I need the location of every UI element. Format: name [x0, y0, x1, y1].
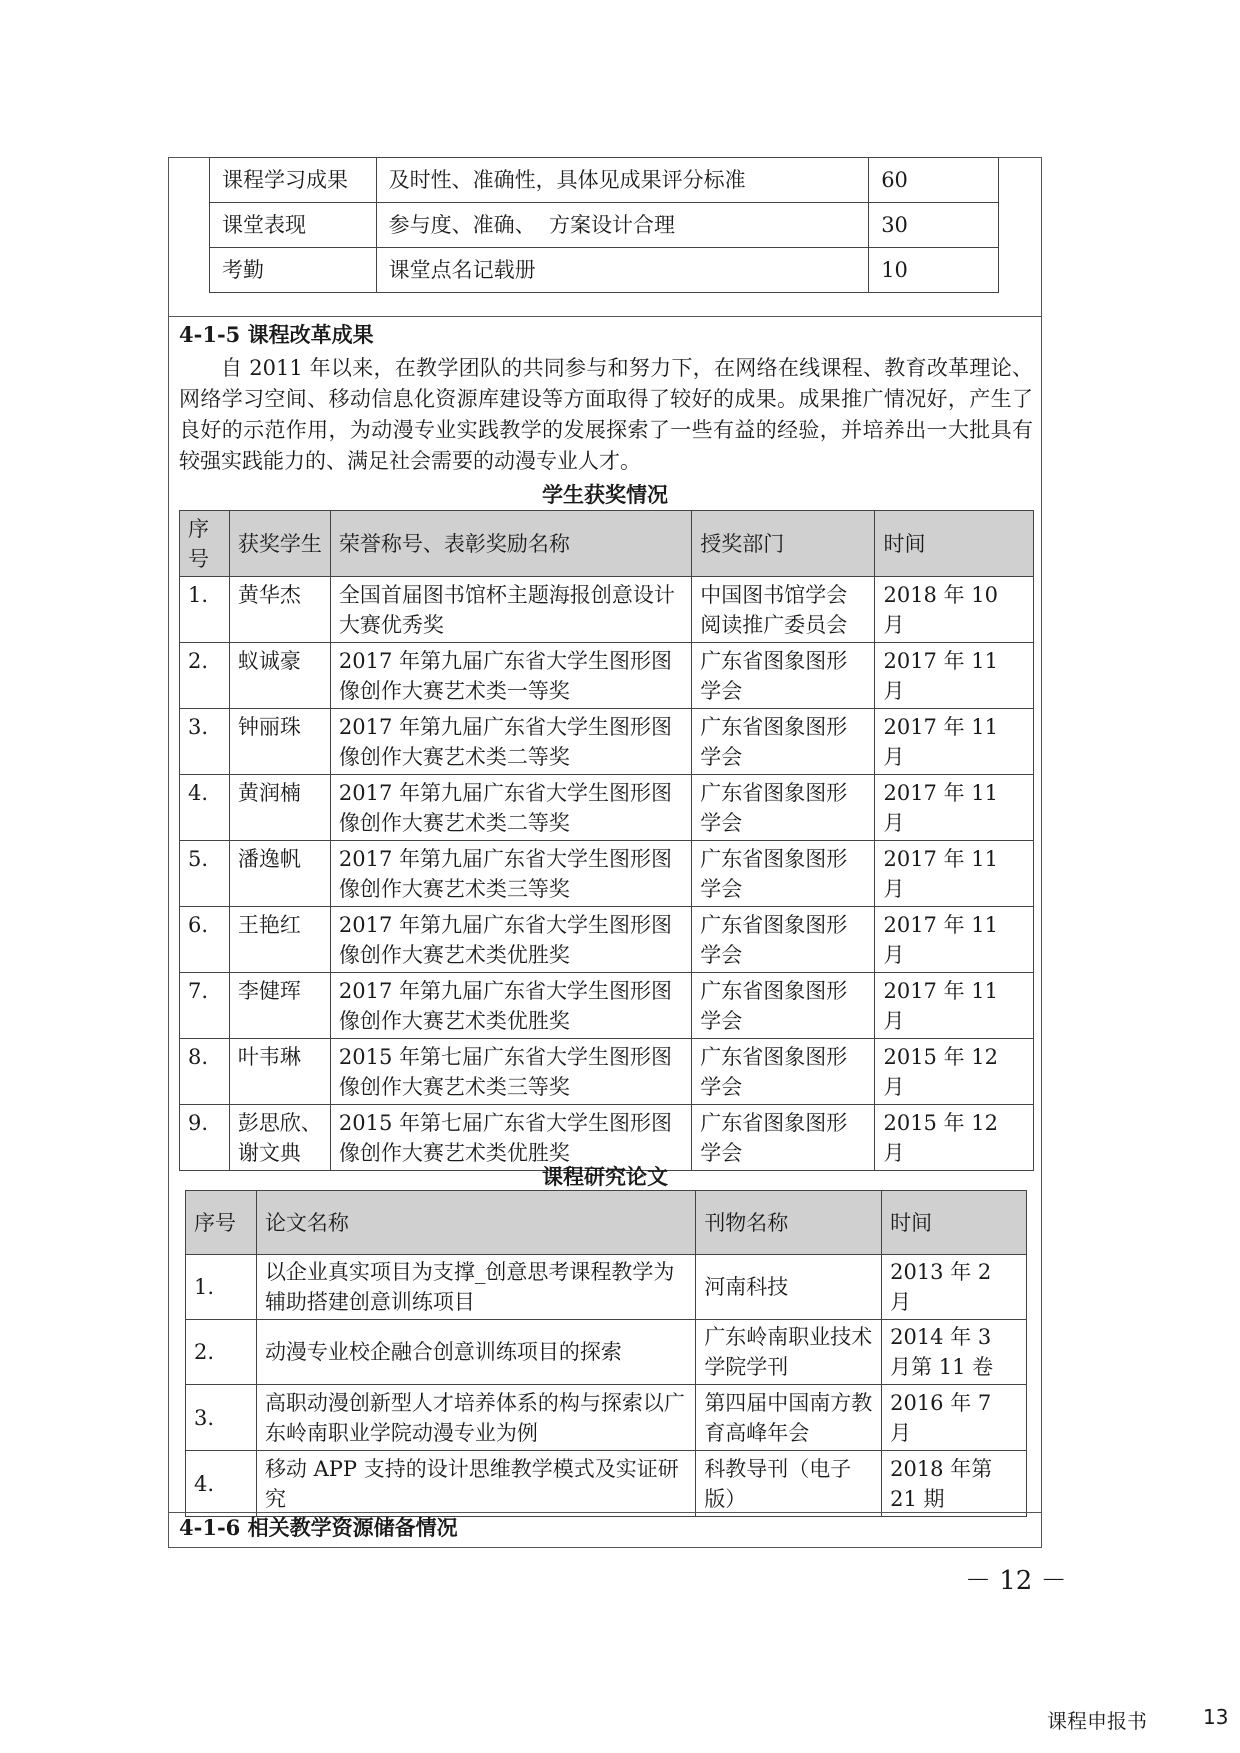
cell-date: 2018 年第 21 期 — [882, 1451, 1027, 1517]
cell-student: 叶韦琳 — [229, 1039, 330, 1105]
cell-journal: 河南科技 — [696, 1255, 882, 1320]
grading-criteria: 及时性、准确性，具体见成果评分标准 — [376, 158, 869, 203]
awards-header-row — [180, 511, 1034, 577]
cell-date: 2013 年 2 月 — [882, 1255, 1027, 1320]
cell-index: 4. — [180, 775, 230, 841]
cell-student: 潘逸帆 — [229, 841, 330, 907]
header-index: 序号 — [180, 511, 230, 577]
header-student: 获奖学生 — [229, 511, 330, 577]
cell-award: 2015 年第七届广东省大学生图形图像创作大赛艺术类三等奖 — [330, 1039, 691, 1105]
header-issuer: 授奖部门 — [692, 511, 875, 577]
cell-award: 2017 年第九届广东省大学生图形图像创作大赛艺术类二等奖 — [330, 775, 691, 841]
cell-index: 1. — [180, 577, 230, 643]
cell-issuer: 广东省图象图形学会 — [692, 1039, 875, 1105]
cell-award: 全国首届图书馆杯主题海报创意设计大赛优秀奖 — [330, 577, 691, 643]
cell-student: 黄润楠 — [229, 775, 330, 841]
cell-issuer: 广东省图象图形学会 — [692, 973, 875, 1039]
cell-issuer: 广东省图象图形学会 — [692, 775, 875, 841]
cell-date: 2017 年 11 月 — [875, 775, 1034, 841]
cell-paper-title: 动漫专业校企融合创意训练项目的探索 — [256, 1320, 695, 1385]
cell-index: 6. — [180, 907, 230, 973]
cell-index: 3. — [180, 709, 230, 775]
cell-index: 9. — [180, 1105, 230, 1171]
section-415-paragraph: 自 2011 年以来，在教学团队的共同参与和努力下，在网络在线课程、教育改革理论、网络学习空间、移动信息化资源库建设等方面取得了较好的成果。成果推广情况好，产生了良好的示范作用，为动漫专业实践教学的发展探索了一些有益的经验，并培养出一大批具有较强实践能力的、满足社会需要的动漫专业人才。 — [179, 356, 1033, 473]
cell-date: 2017 年 11 月 — [875, 973, 1034, 1039]
cell-date: 2017 年 11 月 — [875, 907, 1034, 973]
cell-date: 2017 年 11 月 — [875, 709, 1034, 775]
grading-score: 10 — [869, 248, 999, 293]
table-row — [186, 1385, 1027, 1451]
cell-journal: 广东岭南职业技术学院学刊 — [696, 1320, 882, 1385]
awards-table — [179, 510, 1034, 1171]
cell-date: 2016 年 7 月 — [882, 1385, 1027, 1451]
header-index: 序号 — [186, 1191, 257, 1255]
cell-journal: 第四届中国南方教育高峰年会 — [696, 1385, 882, 1451]
table-row — [180, 775, 1034, 841]
grading-item: 课程学习成果 — [210, 158, 377, 203]
cell-index: 2. — [186, 1320, 257, 1385]
table-row — [210, 203, 999, 248]
page-number: － 12 － — [965, 1566, 1067, 1596]
table-row — [186, 1320, 1027, 1385]
cell-student: 王艳红 — [229, 907, 330, 973]
footer-page: 13 — [1203, 1705, 1229, 1729]
cell-date: 2015 年 12 月 — [875, 1105, 1034, 1171]
section-415-heading: 4-1-5 课程改革成果 — [179, 322, 374, 347]
cell-paper-title: 以企业真实项目为支撑_创意思考课程教学为辅助搭建创意训练项目 — [256, 1255, 695, 1320]
grading-score: 30 — [869, 203, 999, 248]
table-row — [180, 643, 1034, 709]
cell-index: 1. — [186, 1255, 257, 1320]
table-row — [210, 158, 999, 203]
cell-paper-title: 移动 APP 支持的设计思维教学模式及实证研究 — [256, 1451, 695, 1517]
cell-award: 2017 年第九届广东省大学生图形图像创作大赛艺术类二等奖 — [330, 709, 691, 775]
cell-issuer: 广东省图象图形学会 — [692, 907, 875, 973]
cell-index: 5. — [180, 841, 230, 907]
cell-student: 黄华杰 — [229, 577, 330, 643]
cell-issuer: 广东省图象图形学会 — [692, 709, 875, 775]
table-row — [180, 841, 1034, 907]
header-date: 时间 — [875, 511, 1034, 577]
cell-date: 2017 年 11 月 — [875, 841, 1034, 907]
section-divider — [169, 1512, 1041, 1513]
cell-issuer: 广东省图象图形学会 — [692, 643, 875, 709]
table-row — [180, 1039, 1034, 1105]
cell-index: 2. — [180, 643, 230, 709]
cell-journal: 科教导刊（电子版） — [696, 1451, 882, 1517]
cell-index: 4. — [186, 1451, 257, 1517]
papers-table — [185, 1190, 1027, 1517]
section-416-heading: 4-1-6 相关教学资源储备情况 — [179, 1515, 458, 1540]
cell-date: 2014 年 3 月第 11 卷 — [882, 1320, 1027, 1385]
cell-student: 李健珲 — [229, 973, 330, 1039]
footer-doc-title: 课程申报书 — [1047, 1709, 1147, 1733]
cell-issuer: 中国图书馆学会阅读推广委员会 — [692, 577, 875, 643]
grading-criteria: 参与度、准确、 方案设计合理 — [376, 203, 869, 248]
section-divider — [169, 316, 1041, 317]
cell-student: 钟丽珠 — [229, 709, 330, 775]
awards-table-title: 学生获奖情况 — [542, 482, 668, 507]
cell-date: 2015 年 12 月 — [875, 1039, 1034, 1105]
table-row — [180, 709, 1034, 775]
header-journal: 刊物名称 — [696, 1191, 882, 1255]
cell-index: 8. — [180, 1039, 230, 1105]
header-date: 时间 — [882, 1191, 1027, 1255]
cell-issuer: 广东省图象图形学会 — [692, 1105, 875, 1171]
table-row — [186, 1451, 1027, 1517]
cell-index: 3. — [186, 1385, 257, 1451]
grading-table — [209, 157, 999, 293]
cell-index: 7. — [180, 973, 230, 1039]
header-award: 荣誉称号、表彰奖励名称 — [330, 511, 691, 577]
header-paper-title: 论文名称 — [256, 1191, 695, 1255]
table-row — [180, 577, 1034, 643]
cell-award: 2017 年第九届广东省大学生图形图像创作大赛艺术类一等奖 — [330, 643, 691, 709]
grading-criteria: 课堂点名记载册 — [376, 248, 869, 293]
papers-header-row — [186, 1191, 1027, 1255]
cell-date: 2018 年 10 月 — [875, 577, 1034, 643]
papers-table-title: 课程研究论文 — [542, 1164, 668, 1189]
cell-award: 2017 年第九届广东省大学生图形图像创作大赛艺术类优胜奖 — [330, 907, 691, 973]
table-row — [180, 907, 1034, 973]
cell-issuer: 广东省图象图形学会 — [692, 841, 875, 907]
cell-student: 彭思欣、谢文典 — [229, 1105, 330, 1171]
grading-score: 60 — [869, 158, 999, 203]
cell-award: 2017 年第九届广东省大学生图形图像创作大赛艺术类三等奖 — [330, 841, 691, 907]
cell-paper-title: 高职动漫创新型人才培养体系的构与探索以广东岭南职业学院动漫专业为例 — [256, 1385, 695, 1451]
table-row — [186, 1255, 1027, 1320]
cell-award: 2017 年第九届广东省大学生图形图像创作大赛艺术类优胜奖 — [330, 973, 691, 1039]
cell-award: 2015 年第七届广东省大学生图形图像创作大赛艺术类优胜奖 — [330, 1105, 691, 1171]
grading-item: 课堂表现 — [210, 203, 377, 248]
grading-item: 考勤 — [210, 248, 377, 293]
cell-date: 2017 年 11 月 — [875, 643, 1034, 709]
table-row — [180, 1105, 1034, 1171]
document-frame — [168, 157, 1042, 1548]
table-row — [180, 973, 1034, 1039]
table-row — [210, 248, 999, 293]
cell-student: 蚁诚豪 — [229, 643, 330, 709]
